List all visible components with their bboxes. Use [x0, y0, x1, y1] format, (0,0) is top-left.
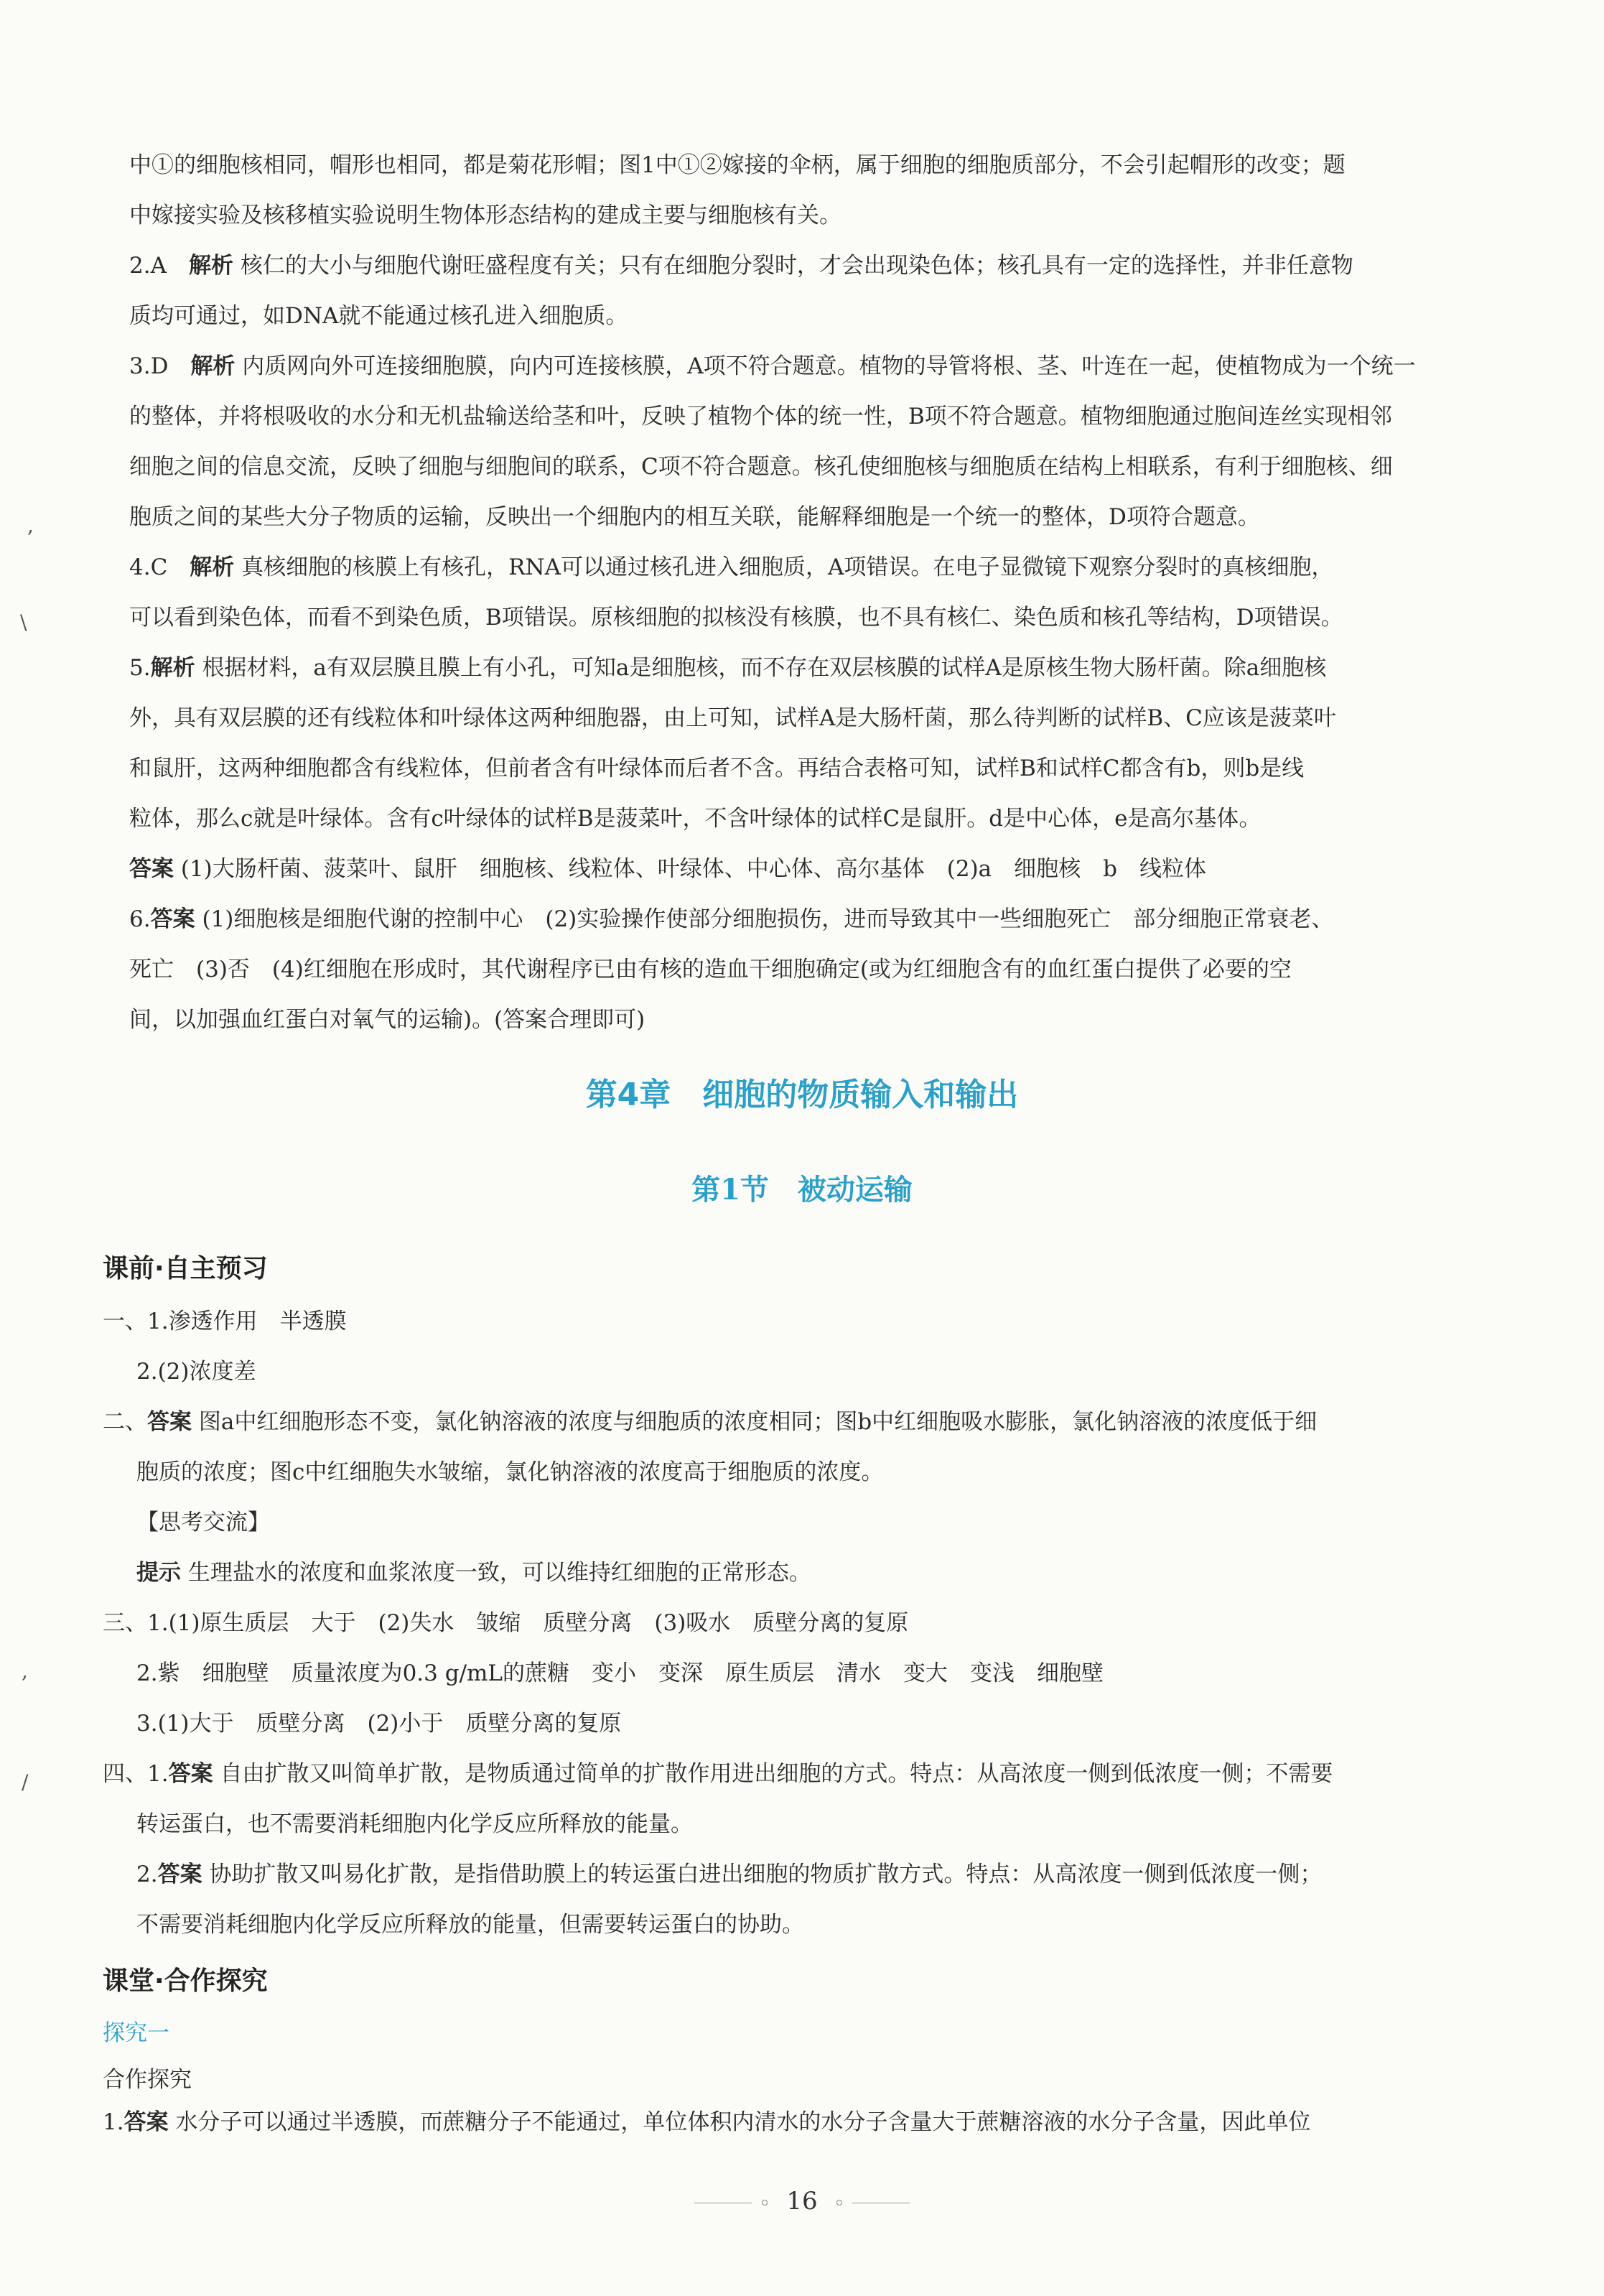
item-three-2: 2.紫 细胞壁 质量浓度为0.3 g/mL的蔗糖 变小 变深 原生质层 清水 变大 变浅 细胞壁: [136, 1660, 1104, 1686]
paragraph-line: 可以看到染色体，而看不到染色质，B项错误。原核细胞的拟核没有核膜，也不具有核仁、染色质和核孔等结构，D项错误。: [129, 605, 1343, 631]
footer-dot-right: [836, 2200, 842, 2206]
paragraph-line: 不需要消耗细胞内化学反应所释放的能量，但需要转运蛋白的协助。: [136, 1912, 804, 1938]
item-one-2: 2.(2)浓度差: [136, 1359, 256, 1385]
chapter-title: 第4章 细胞的物质输入和输出: [585, 1077, 1019, 1113]
paragraph-line: 死亡 (3)否 (4)红细胞在形成时，其代谢程序已由有核的造血干细胞确定(或为红细胞含有的血红蛋白提供了必要的空: [129, 957, 1292, 982]
paragraph-line: 胞质之间的某些大分子物质的运输，反映出一个细胞内的相互关联，能解释细胞是一个统一的整体，D项符合题意。: [129, 504, 1260, 530]
paragraph-line: 胞质的浓度；图c中红细胞失水皱缩，氯化钠溶液的浓度高于细胞质的浓度。: [136, 1459, 884, 1485]
item-three-1: 三、1.(1)原生质层 大于 (2)失水 皱缩 质壁分离 (3)吸水 质壁分离的复原: [103, 1610, 909, 1636]
answer-item-4: 4.C 解析 真核细胞的核膜上有核孔，RNA可以通过核孔进入细胞质，A项错误。在电子显微镜下观察分裂时的真核细胞，: [129, 554, 1334, 580]
paragraph-line: 粒体，那么c就是叶绿体。含有c叶绿体的试样B是菠菜叶，不含叶绿体的试样C是鼠肝。d是中心体，e是高尔基体。: [129, 806, 1262, 832]
paragraph-line: 和鼠肝，这两种细胞都含有线粒体，但前者含有叶绿体而后者不含。再结合表格可知，试样B和试样C都含有b，则b是线: [129, 756, 1305, 781]
answer-item-5: 5.解析 根据材料，a有双层膜且膜上有小孔，可知a是细胞核，而不存在双层核膜的试样A是原核生物大肠杆菌。除a细胞核: [129, 655, 1327, 681]
answer-item-3: 3.D 解析 内质网向外可连接细胞膜，向内可连接核膜，A项不符合题意。植物的导管将根、茎、叶连在一起，使植物成为一个统一: [129, 353, 1416, 379]
page-footer: [0, 2187, 1604, 2216]
think-label: 【思考交流】: [136, 1510, 270, 1535]
paragraph-line: 中①的细胞核相同，帽形也相同，都是菊花形帽；图1中①②嫁接的伞柄，属于细胞的细胞质部分，不会引起帽形的改变；题: [129, 152, 1346, 178]
heading-in-class: 课堂·合作探究: [103, 1966, 268, 1996]
paragraph-line: 中嫁接实验及核移植实验说明生物体形态结构的建成主要与细胞核有关。: [129, 203, 841, 228]
footer-dot-left: [762, 2200, 768, 2206]
page-number: 16: [786, 2187, 818, 2216]
paragraph-line: 质均可通过，如DNA就不能通过核孔进入细胞质。: [129, 303, 628, 329]
paragraph-line: 细胞之间的信息交流，反映了细胞与细胞间的联系，C项不符合题意。核孔使细胞核与细胞质在结构上相联系，有利于细胞核、细: [129, 454, 1393, 480]
scan-mark: /: [22, 1770, 29, 1794]
item-four-2: 2.答案 协助扩散又叫易化扩散，是指借助膜上的转运蛋白进出细胞的物质扩散方式。特点：从高浓度一侧到低浓度一侧；: [136, 1862, 1323, 1887]
section-title: 第1节 被动运输: [691, 1173, 913, 1207]
paragraph-line: 间，以加强血红蛋白对氧气的运输)。(答案合理即可): [129, 1007, 645, 1033]
class-answer-1: 1.答案 水分子可以通过半透膜，而蔗糖分子不能通过，单位体积内清水的水分子含量大于蔗糖溶液的水分子含量，因此单位: [103, 2109, 1311, 2135]
tip-line: 提示 生理盐水的浓度和血浆浓度一致，可以维持红细胞的正常形态。: [136, 1560, 811, 1586]
paragraph-line: 的整体，并将根吸收的水分和无机盐输送给茎和叶，反映了植物个体的统一性，B项不符合题意。植物细胞通过胞间连丝实现相邻: [129, 404, 1392, 429]
answer-line: 答案 (1)大肠杆菌、菠菜叶、鼠肝 细胞核、线粒体、叶绿体、中心体、高尔基体 (2)a 细胞核 b 线粒体: [129, 856, 1207, 882]
explore-label: 探究一: [103, 2020, 169, 2046]
answer-item-6: 6.答案 (1)细胞核是细胞代谢的控制中心 (2)实验操作使部分细胞损伤，进而导致其中一些细胞死亡 部分细胞正常衰老、: [129, 906, 1334, 932]
item-three-3: 3.(1)大于 质壁分离 (2)小于 质壁分离的复原: [136, 1711, 622, 1737]
paragraph-line: 转运蛋白，也不需要消耗细胞内化学反应所释放的能量。: [136, 1811, 693, 1837]
scan-mark: ,: [27, 513, 34, 537]
coop-label: 合作探究: [103, 2067, 192, 2093]
item-two: 二、答案 图a中红细胞形态不变，氯化钠溶液的浓度与细胞质的浓度相同；图b中红细胞吸水膨胀，氯化钠溶液的浓度低于细: [103, 1409, 1318, 1435]
answer-item-2: 2.A 解析 核仁的大小与细胞代谢旺盛程度有关；只有在细胞分裂时，才会出现染色体；核孔具有一定的选择性，并非任意物: [129, 253, 1353, 279]
scan-mark: ,: [22, 1659, 28, 1683]
scan-mark: \: [20, 610, 27, 634]
paragraph-line: 外，具有双层膜的还有线粒体和叶绿体这两种细胞器，由上可知，试样A是大肠杆菌，那么待判断的试样B、C应该是菠菜叶: [129, 705, 1336, 731]
heading-pre-class: 课前·自主预习: [103, 1254, 268, 1283]
item-one-1: 一、1.渗透作用 半透膜: [103, 1309, 347, 1334]
item-four-1: 四、1.答案 自由扩散又叫简单扩散，是物质通过简单的扩散作用进出细胞的方式。特点：从高浓度一侧到低浓度一侧；不需要: [103, 1761, 1333, 1787]
